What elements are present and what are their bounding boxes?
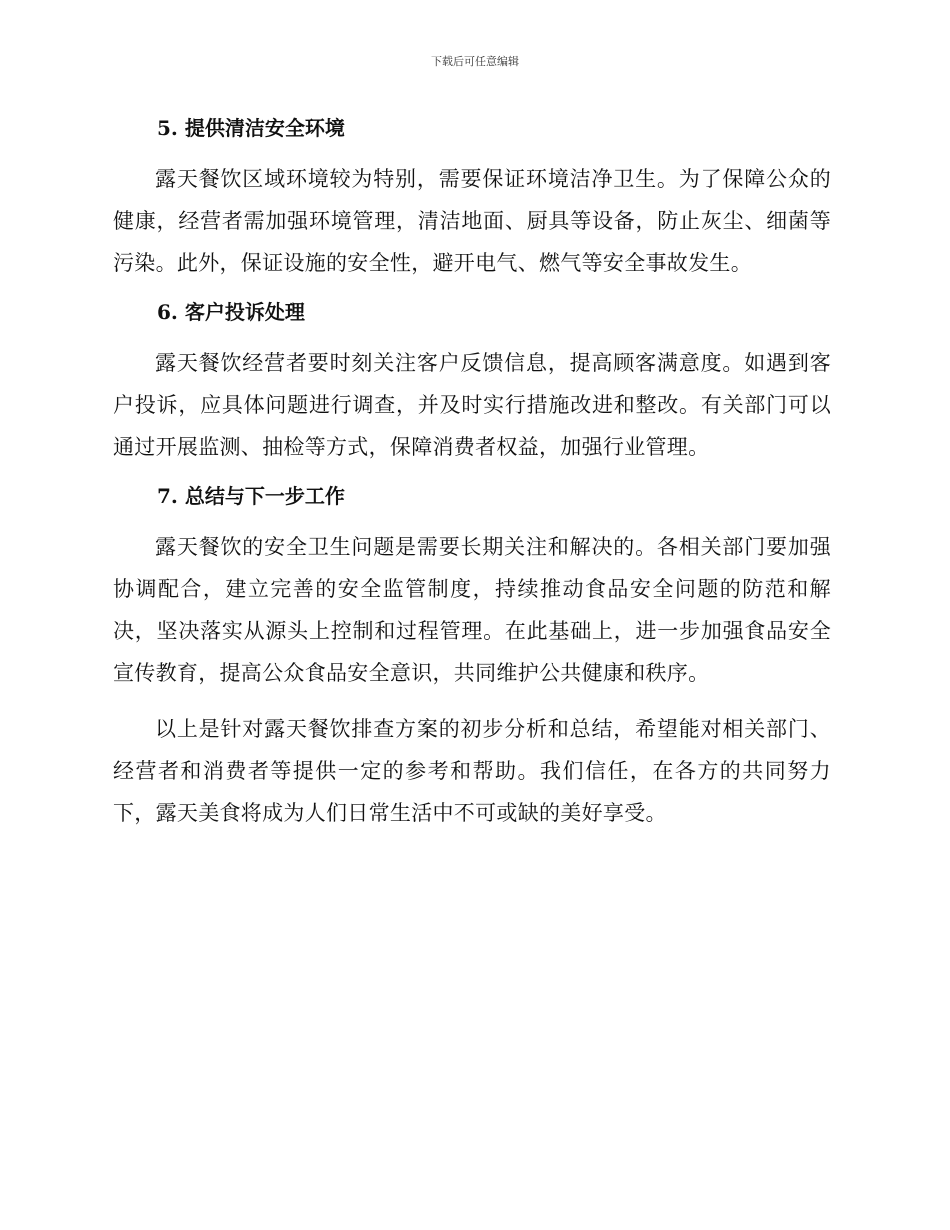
section-paragraph-6: 露天餐饮经营者要时刻关注客户反馈信息，提高顾客满意度。如遇到客户投诉，应具体问题进行调查，并及时实行措施改进和整改。有关部门可以通过开展监测、抽检等方式，保障消费者权益，加强行业管理。 [113,351,831,459]
section-paragraph-7: 露天餐饮的安全卫生问题是需要长期关注和解决的。各相关部门要加强协调配合，建立完善的安全监管制度，持续推动食品安全问题的防范和解决，坚决落实从源头上控制和过程管理。在此基础上，进一步加强食品安全宣传教育，提高公众食品安全意识，共同维护公共健康和秩序。 [113,535,831,685]
section-title-6: 6. 客户投诉处理 [157,300,305,324]
section-title-5: 5. 提供清洁安全环境 [157,116,345,140]
document-body [113,110,831,834]
closing-paragraph: 以上是针对露天餐饮排查方案的初步分析和总结，希望能对相关部门、经营者和消费者等提供一定的参考和帮助。我们信任，在各方的共同努力下，露天美食将成为人们日常生活中不可或缺的美好享受。 [113,717,831,825]
section-title-7: 7. 总结与下一步工作 [157,484,345,508]
section-paragraph-5: 露天餐饮区域环境较为特别，需要保证环境洁净卫生。为了保障公众的健康，经营者需加强环境管理，清洁地面、厨具等设备，防止灰尘、细菌等污染。此外，保证设施的安全性，避开电气、燃气等安全事故发生。 [113,167,831,275]
page-header: 下载后可任意编辑 [431,55,519,68]
